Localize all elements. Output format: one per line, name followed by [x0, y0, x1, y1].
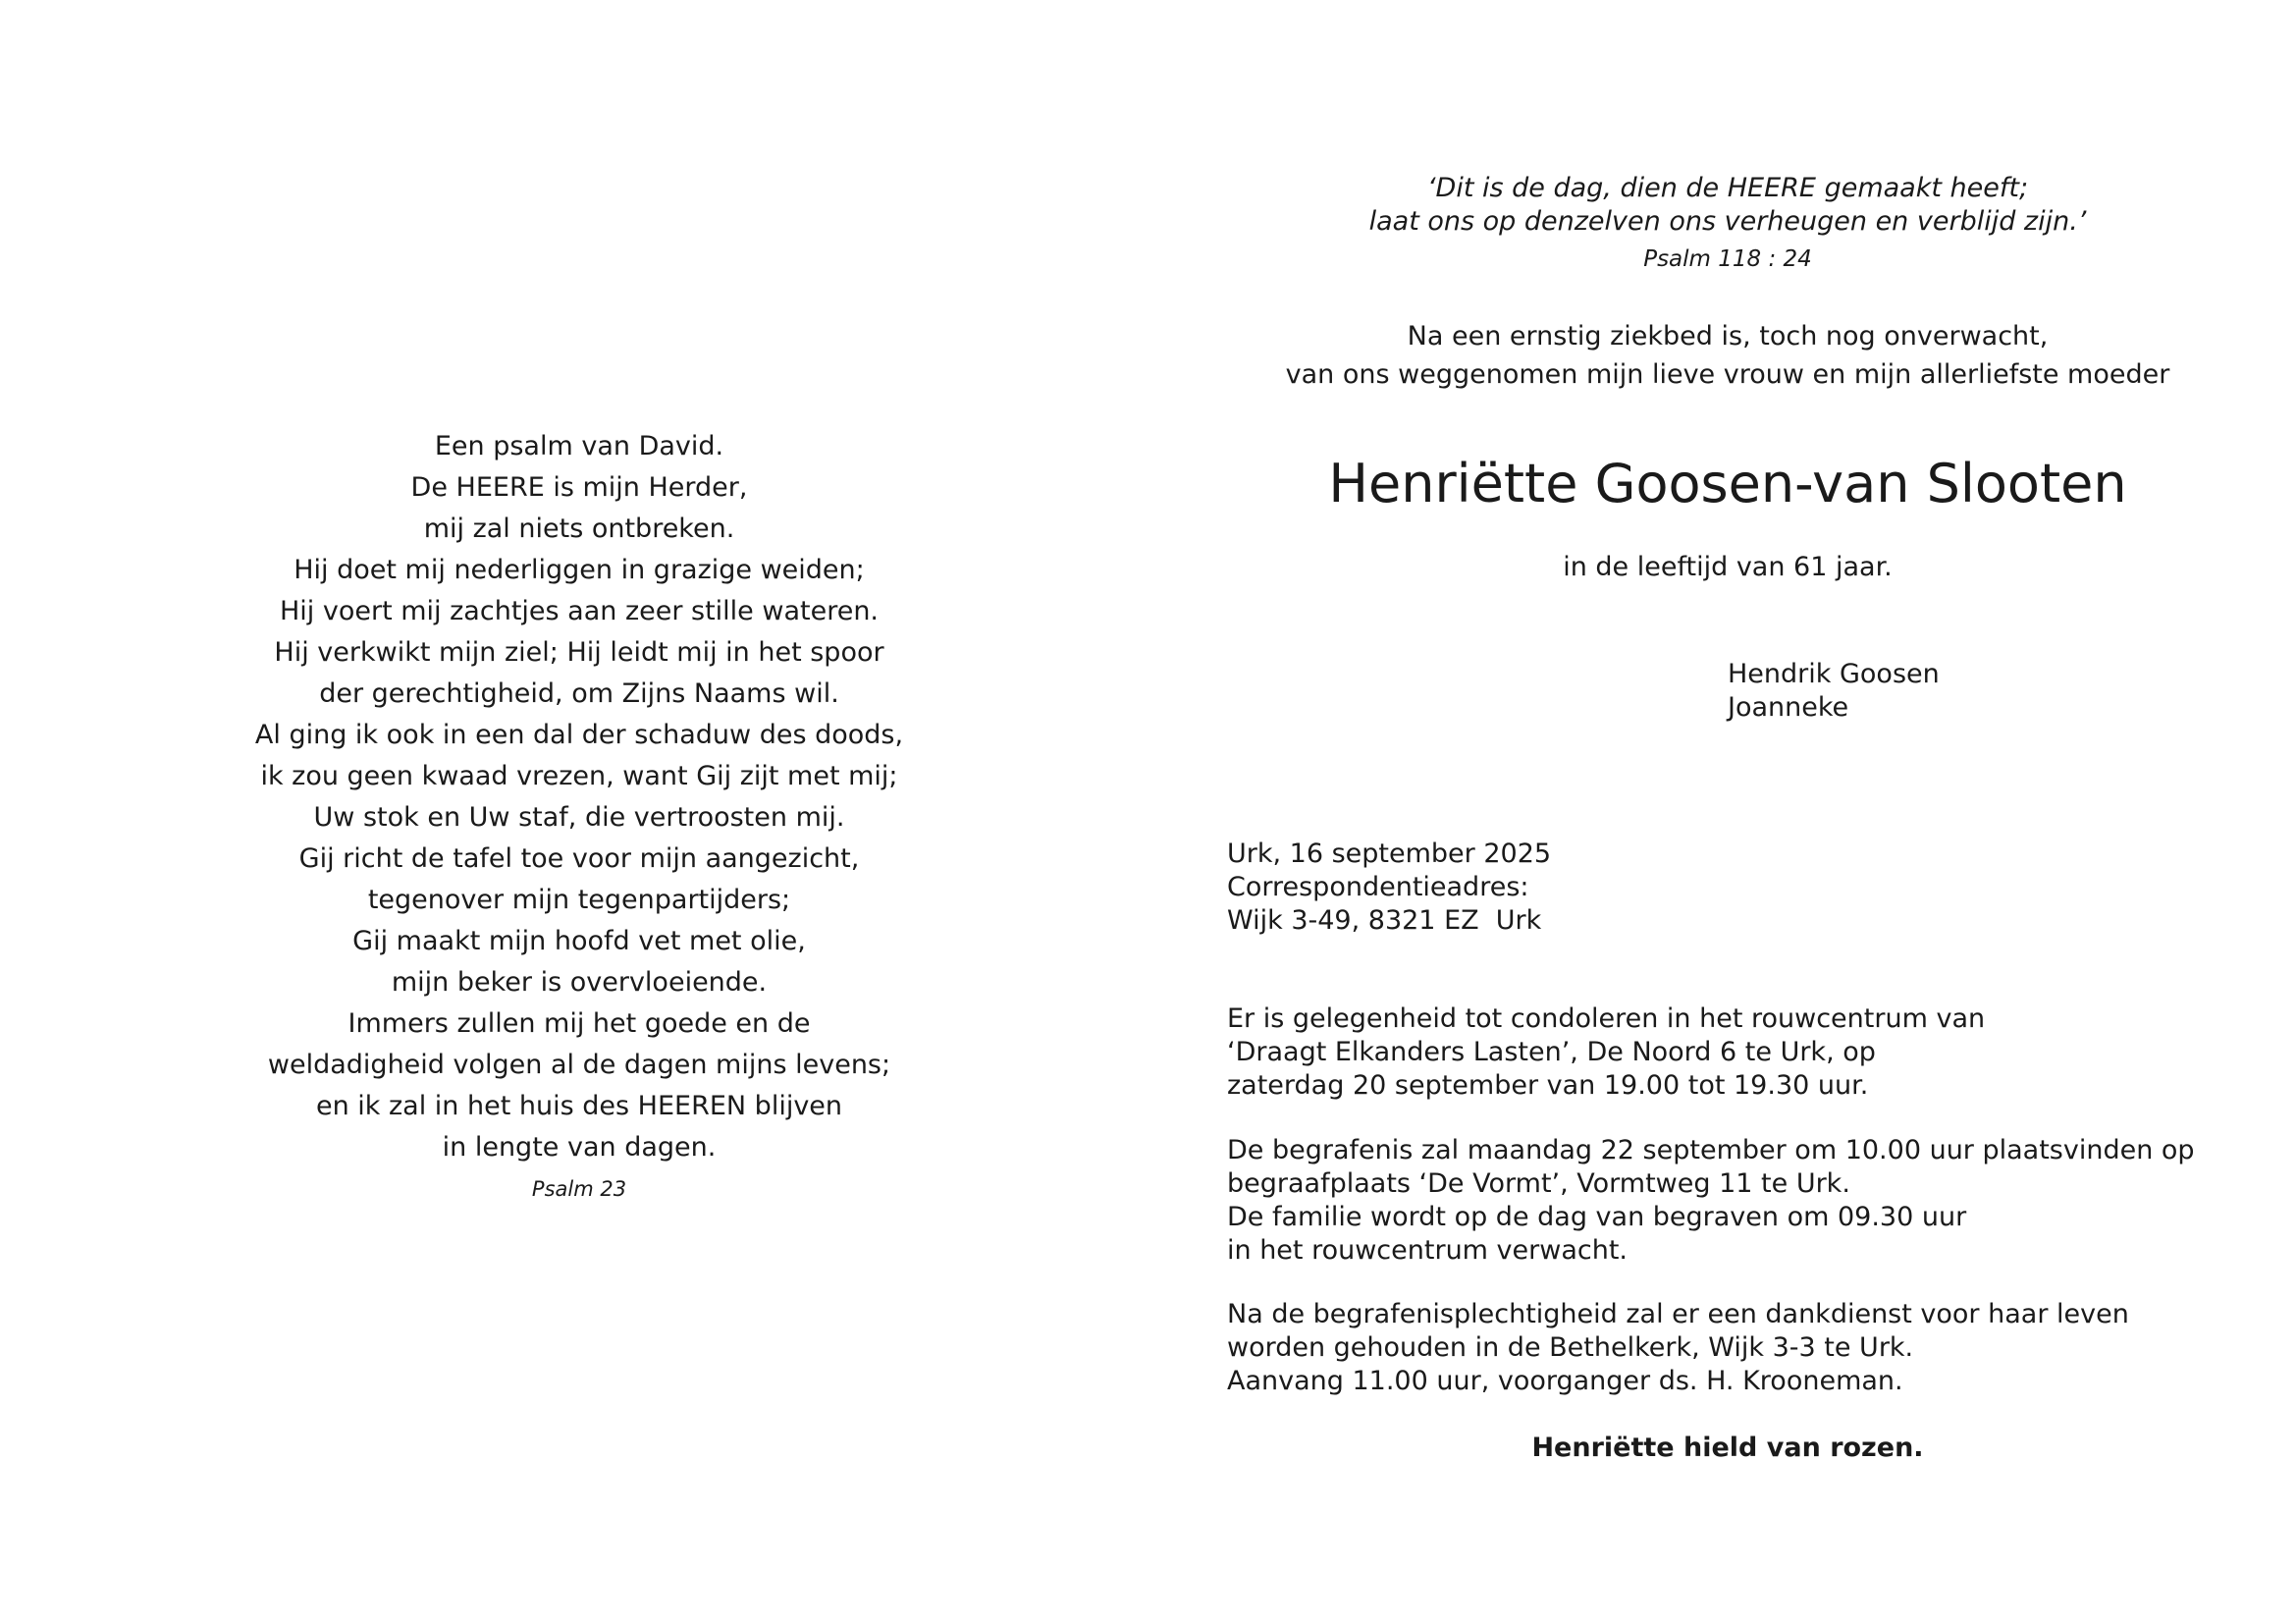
- psalm-line: Gij richt de tafel toe voor mijn aangezicht,: [298, 843, 860, 874]
- condolence-line: zaterdag 20 september van 19.00 tot 19.30 uur.: [1227, 1070, 1869, 1101]
- funeral-line: begraafplaats ‘De Vormt’, Vormtweg 11 te Urk.: [1227, 1168, 1850, 1199]
- condolence-line: Er is gelegenheid tot condoleren in het rouwcentrum van: [1227, 1003, 1986, 1034]
- service-info: [1227, 1298, 2248, 1398]
- psalm-line: mij zal niets ontbreken.: [423, 514, 735, 544]
- psalm-line: De HEERE is mijn Herder,: [410, 472, 748, 503]
- address-line: Urk, 16 september 2025: [1227, 839, 1552, 869]
- deceased-name: Henriëtte Goosen-van Slooten: [1328, 453, 2127, 514]
- psalm-line: Hij voert mij zachtjes aan zeer stille wateren.: [279, 596, 880, 626]
- psalm-line: Hij verkwikt mijn ziel; Hij leidt mij in het spoor: [274, 637, 884, 668]
- psalm-line: in lengte van dagen.: [442, 1132, 717, 1163]
- psalm-line: weldadigheid volgen al de dagen mijns levens;: [267, 1050, 891, 1080]
- correspondence-address: [1227, 838, 1914, 938]
- psalm-line: ik zou geen kwaad vrezen, want Gij zijt met mij;: [260, 761, 898, 791]
- psalm-line: Immers zullen mij het goede en de: [347, 1008, 811, 1039]
- closing-line: Henriëtte hield van rozen.: [1531, 1433, 1924, 1463]
- relatives-list: [1728, 658, 2120, 725]
- quote-line: ‘Dit is de dag, dien de HEERE gemaakt heeft;: [1426, 173, 2029, 203]
- quote-reference: Psalm 118 : 24: [1643, 246, 1812, 272]
- intro-text: [1227, 317, 2228, 394]
- psalm-line: Al ging ik ook in een dal der schaduw des doods,: [254, 720, 904, 750]
- psalm-line: Hij doet mij nederliggen in grazige weiden;: [294, 555, 865, 585]
- intro-line: van ons weggenomen mijn lieve vrouw en mijn allerliefste moeder: [1285, 359, 2170, 390]
- address-line: Correspondentieadres:: [1227, 872, 1529, 902]
- funeral-line: De familie wordt op de dag van begraven om 09.30 uur: [1227, 1202, 1967, 1232]
- psalm-line: tegenover mijn tegenpartijders;: [367, 885, 791, 915]
- age-line: in de leeftijd van 61 jaar.: [1563, 552, 1893, 582]
- condolence-line: ‘Draagt Elkanders Lasten’, De Noord 6 te Urk, op: [1227, 1037, 1876, 1067]
- funeral-info: [1227, 1134, 2248, 1268]
- psalm-reference: Psalm 23: [531, 1177, 627, 1201]
- psalm-line: Uw stok en Uw staf, die vertroosten mij.: [313, 802, 845, 833]
- psalm-line: Een psalm van David.: [434, 431, 724, 461]
- psalm-line: mijn beker is overvloeiende.: [391, 967, 768, 998]
- funeral-line: in het rouwcentrum verwacht.: [1227, 1235, 1629, 1266]
- quote-line: laat ons op denzelven ons verheugen en verblijd zijn.’: [1368, 206, 2087, 237]
- service-line: Aanvang 11.00 uur, voorganger ds. H. Krooneman.: [1227, 1366, 1903, 1396]
- psalm-panel: [147, 426, 1011, 1204]
- funeral-line: De begrafenis zal maandag 22 september om 10.00 uur plaatsvinden op: [1227, 1135, 2195, 1165]
- psalm-line: en ik zal in het huis des HEEREN blijven: [315, 1091, 843, 1121]
- service-line: worden gehouden in de Bethelkerk, Wijk 3-3 te Urk.: [1227, 1332, 1914, 1363]
- psalm-line: der gerechtigheid, om Zijns Naams wil.: [319, 678, 839, 709]
- intro-line: Na een ernstig ziekbed is, toch nog onverwacht,: [1407, 321, 2049, 352]
- announcement-panel: [1227, 0, 2238, 1624]
- psalm-line: Gij maakt mijn hoofd vet met olie,: [352, 926, 806, 956]
- relative-name: Hendrik Goosen: [1728, 659, 1940, 689]
- relative-name: Joanneke: [1728, 692, 1849, 723]
- condolence-info: [1227, 1002, 2248, 1103]
- address-line: Wijk 3-49, 8321 EZ Urk: [1227, 905, 1542, 936]
- service-line: Na de begrafenisplechtigheid zal er een dankdienst voor haar leven: [1227, 1299, 2129, 1329]
- bible-quote: [1227, 172, 2228, 274]
